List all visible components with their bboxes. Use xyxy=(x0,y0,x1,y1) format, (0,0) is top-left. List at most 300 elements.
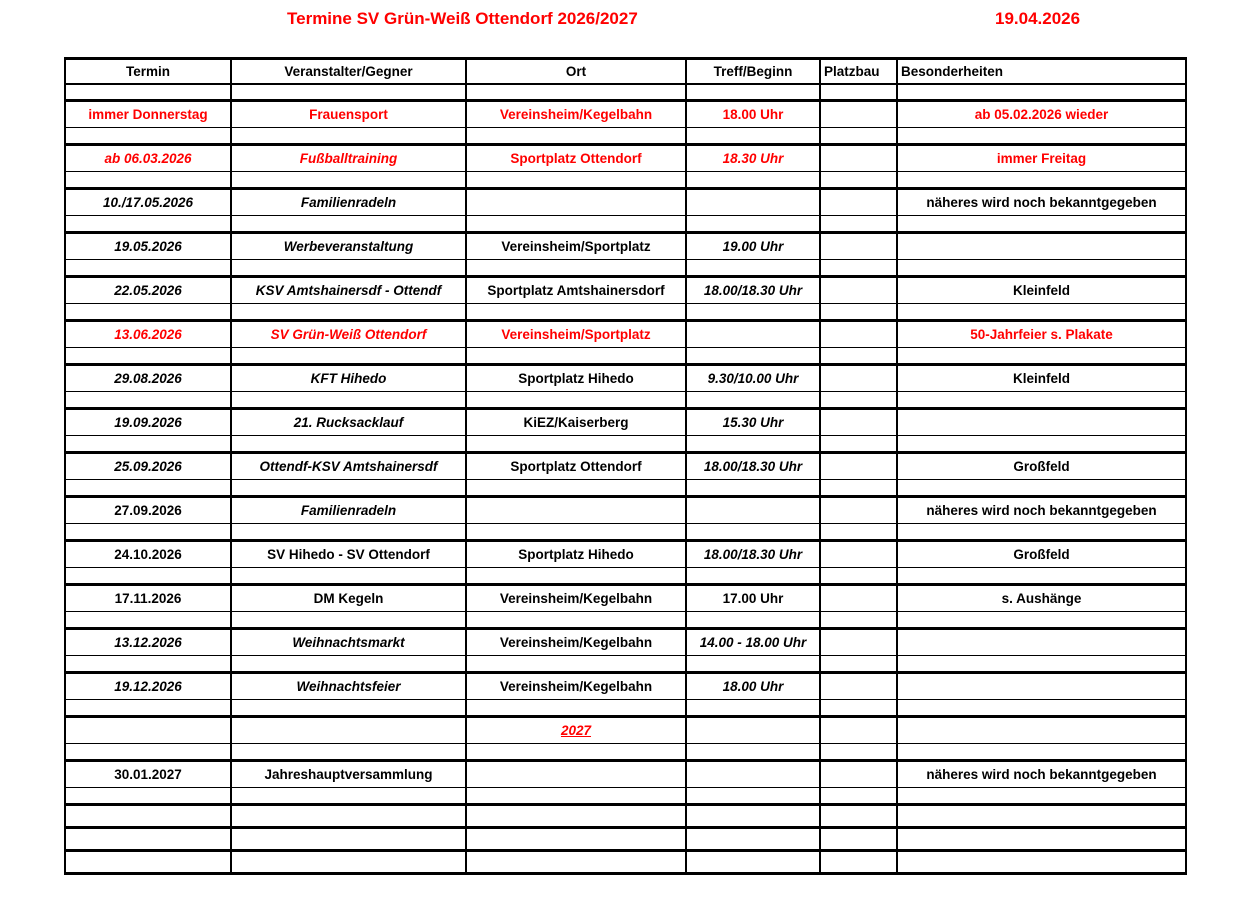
table-cell xyxy=(686,348,820,365)
cell-text: 17.11.2026 xyxy=(114,591,182,606)
table-cell xyxy=(231,851,466,874)
table-cell xyxy=(897,392,1186,409)
spacer-row xyxy=(65,568,1186,585)
table-cell xyxy=(897,828,1186,851)
table-cell xyxy=(231,497,466,524)
table-cell xyxy=(231,84,466,101)
table-cell xyxy=(466,673,686,700)
spacer-row xyxy=(65,700,1186,717)
column-header-termin: Termin xyxy=(65,59,231,84)
table-cell xyxy=(897,436,1186,453)
table-cell xyxy=(897,216,1186,233)
cell-text: immer Freitag xyxy=(996,151,1087,166)
table-cell xyxy=(897,673,1186,700)
table-row xyxy=(65,277,1186,304)
table-row xyxy=(65,761,1186,788)
table-cell xyxy=(466,805,686,828)
table-cell xyxy=(686,673,820,700)
cell-text: SV Grün-Weiß Ottendorf xyxy=(270,327,427,342)
table-cell xyxy=(65,656,231,673)
spacer-row xyxy=(65,216,1186,233)
cell-text: immer Donnerstag xyxy=(88,107,208,122)
table-cell xyxy=(466,744,686,761)
cell-text: Weihnachtsmarkt xyxy=(292,635,405,650)
cell-text: 29.08.2026 xyxy=(114,371,182,386)
table-cell xyxy=(820,436,897,453)
cell-text: 19.00 Uhr xyxy=(722,239,784,254)
table-cell xyxy=(466,585,686,612)
table-row xyxy=(65,585,1186,612)
table-row xyxy=(65,233,1186,260)
table-cell xyxy=(65,392,231,409)
table-cell xyxy=(820,233,897,260)
table-cell xyxy=(65,700,231,717)
table-cell xyxy=(897,524,1186,541)
cell-text: 14.00 - 18.00 Uhr xyxy=(699,635,807,650)
table-cell xyxy=(65,541,231,568)
table-cell xyxy=(231,585,466,612)
table-cell xyxy=(65,216,231,233)
table-cell xyxy=(820,128,897,145)
table-cell xyxy=(231,805,466,828)
table-cell xyxy=(231,172,466,189)
spacer-row xyxy=(65,172,1186,189)
table-cell xyxy=(466,717,686,744)
table-cell xyxy=(466,172,686,189)
cell-text: 18.00/18.30 Uhr xyxy=(703,459,803,474)
table-cell xyxy=(897,409,1186,436)
table-cell xyxy=(65,453,231,480)
table-cell xyxy=(231,629,466,656)
table-cell xyxy=(820,805,897,828)
table-cell xyxy=(65,172,231,189)
table-cell xyxy=(686,321,820,348)
table-cell xyxy=(466,700,686,717)
table-cell xyxy=(897,277,1186,304)
table-cell xyxy=(820,568,897,585)
table-cell xyxy=(231,788,466,805)
table-cell xyxy=(231,233,466,260)
schedule-table-body xyxy=(65,84,1186,874)
table-header-row xyxy=(65,59,1186,84)
table-cell xyxy=(466,761,686,788)
table-cell xyxy=(686,828,820,851)
table-cell xyxy=(820,497,897,524)
table-cell xyxy=(231,612,466,629)
table-row xyxy=(65,497,1186,524)
table-cell xyxy=(65,84,231,101)
table-cell xyxy=(65,788,231,805)
table-cell xyxy=(820,321,897,348)
table-cell xyxy=(231,656,466,673)
table-cell xyxy=(897,84,1186,101)
table-cell xyxy=(897,700,1186,717)
cell-text: Ottendf-KSV Amtshainersdf xyxy=(259,459,438,474)
table-cell xyxy=(820,84,897,101)
cell-text: 19.09.2026 xyxy=(114,415,182,430)
table-cell xyxy=(897,348,1186,365)
table-cell xyxy=(897,744,1186,761)
table-cell xyxy=(820,260,897,277)
spacer-row xyxy=(65,744,1186,761)
table-cell xyxy=(686,851,820,874)
table-cell xyxy=(820,392,897,409)
table-cell xyxy=(897,453,1186,480)
cell-text: 21. Rucksacklauf xyxy=(293,415,404,430)
table-cell xyxy=(686,277,820,304)
spacer-row xyxy=(65,304,1186,321)
spacer-row xyxy=(65,612,1186,629)
table-cell xyxy=(231,480,466,497)
table-cell xyxy=(65,304,231,321)
table-cell xyxy=(466,541,686,568)
table-cell xyxy=(65,409,231,436)
table-cell xyxy=(897,480,1186,497)
table-cell xyxy=(820,673,897,700)
tail-row xyxy=(65,851,1186,874)
table-row xyxy=(65,145,1186,172)
cell-text: Vereinsheim/Kegelbahn xyxy=(499,107,653,122)
table-cell xyxy=(466,128,686,145)
cell-text: näheres wird noch bekanntgegeben xyxy=(926,503,1157,518)
cell-text: 2027 xyxy=(560,723,592,738)
cell-text: 18.00 Uhr xyxy=(722,679,784,694)
table-cell xyxy=(897,189,1186,216)
table-cell xyxy=(231,321,466,348)
table-cell xyxy=(231,409,466,436)
table-cell xyxy=(686,612,820,629)
table-cell xyxy=(466,277,686,304)
table-cell xyxy=(897,101,1186,128)
table-cell xyxy=(466,656,686,673)
table-cell xyxy=(897,585,1186,612)
table-row xyxy=(65,189,1186,216)
table-cell xyxy=(686,101,820,128)
table-cell xyxy=(820,851,897,874)
table-cell xyxy=(686,84,820,101)
table-cell xyxy=(466,392,686,409)
spacer-row xyxy=(65,128,1186,145)
table-cell xyxy=(686,189,820,216)
cell-text: Kleinfeld xyxy=(1012,283,1070,298)
table-cell xyxy=(231,392,466,409)
table-cell xyxy=(65,568,231,585)
table-cell xyxy=(466,409,686,436)
table-cell xyxy=(686,480,820,497)
column-header-treff-beginn: Treff/Beginn xyxy=(686,59,820,84)
cell-text: 17.00 Uhr xyxy=(722,591,784,606)
table-cell xyxy=(231,744,466,761)
table-cell xyxy=(897,612,1186,629)
table-cell xyxy=(231,828,466,851)
cell-text: 30.01.2027 xyxy=(114,767,182,782)
cell-text: 50-Jahrfeier s. Plakate xyxy=(970,327,1113,342)
cell-text: ab 06.03.2026 xyxy=(104,151,192,166)
schedule-table xyxy=(64,57,1187,875)
table-cell xyxy=(466,497,686,524)
spacer-row xyxy=(65,348,1186,365)
table-cell xyxy=(686,805,820,828)
table-cell xyxy=(466,304,686,321)
cell-text: Fußballtraining xyxy=(299,151,398,166)
table-cell xyxy=(231,260,466,277)
table-cell xyxy=(897,497,1186,524)
cell-text: 19.12.2026 xyxy=(114,679,182,694)
spacer-row xyxy=(65,656,1186,673)
table-cell xyxy=(897,656,1186,673)
table-cell xyxy=(65,101,231,128)
table-cell xyxy=(466,189,686,216)
table-cell xyxy=(65,348,231,365)
table-cell xyxy=(65,497,231,524)
table-cell xyxy=(65,128,231,145)
cell-text: näheres wird noch bekanntgegeben xyxy=(926,195,1157,210)
table-cell xyxy=(686,304,820,321)
table-cell xyxy=(820,585,897,612)
table-cell xyxy=(897,541,1186,568)
cell-text: Großfeld xyxy=(1013,459,1070,474)
cell-text: näheres wird noch bekanntgegeben xyxy=(926,767,1157,782)
table-cell xyxy=(65,828,231,851)
table-cell xyxy=(897,568,1186,585)
table-cell xyxy=(65,744,231,761)
table-row xyxy=(65,629,1186,656)
table-row xyxy=(65,321,1186,348)
table-cell xyxy=(820,541,897,568)
table-cell xyxy=(466,145,686,172)
table-cell xyxy=(65,277,231,304)
table-cell xyxy=(466,480,686,497)
table-cell xyxy=(686,788,820,805)
table-cell xyxy=(897,805,1186,828)
table-cell xyxy=(686,656,820,673)
table-cell xyxy=(231,348,466,365)
table-cell xyxy=(897,788,1186,805)
cell-text: Frauensport xyxy=(309,107,388,122)
table-cell xyxy=(65,524,231,541)
table-cell xyxy=(686,629,820,656)
table-cell xyxy=(820,828,897,851)
table-cell xyxy=(231,673,466,700)
table-cell xyxy=(897,172,1186,189)
table-cell xyxy=(231,761,466,788)
table-cell xyxy=(686,761,820,788)
cell-text: KSV Amtshainersdf - Ottendf xyxy=(255,283,442,298)
column-header-veranstalter-gegner: Veranstalter/Gegner xyxy=(231,59,466,84)
cell-text: Familienradeln xyxy=(300,503,397,518)
cell-text: 10./17.05.2026 xyxy=(102,195,194,210)
table-cell xyxy=(466,84,686,101)
table-cell xyxy=(820,629,897,656)
table-cell xyxy=(466,612,686,629)
cell-text: 18.00/18.30 Uhr xyxy=(703,547,803,562)
table-cell xyxy=(231,128,466,145)
table-row xyxy=(65,673,1186,700)
table-cell xyxy=(231,145,466,172)
table-cell xyxy=(820,480,897,497)
table-cell xyxy=(231,436,466,453)
cell-text: 9.30/10.00 Uhr xyxy=(707,371,799,386)
table-cell xyxy=(820,216,897,233)
cell-text: 15.30 Uhr xyxy=(722,415,784,430)
table-cell xyxy=(466,436,686,453)
table-cell xyxy=(686,700,820,717)
table-cell xyxy=(65,851,231,874)
table-cell xyxy=(820,145,897,172)
cell-text: 18.00 Uhr xyxy=(722,107,784,122)
table-cell xyxy=(466,321,686,348)
cell-text: 25.09.2026 xyxy=(114,459,182,474)
table-cell xyxy=(820,365,897,392)
cell-text: Sportplatz Ottendorf xyxy=(510,151,642,166)
table-cell xyxy=(466,788,686,805)
spacer-row xyxy=(65,524,1186,541)
table-cell xyxy=(231,568,466,585)
table-cell xyxy=(820,717,897,744)
table-cell xyxy=(231,277,466,304)
table-cell xyxy=(231,101,466,128)
table-cell xyxy=(231,524,466,541)
table-cell xyxy=(820,453,897,480)
cell-text: 13.06.2026 xyxy=(114,327,182,342)
spacer-row xyxy=(65,84,1186,101)
table-cell xyxy=(466,524,686,541)
cell-text: Vereinsheim/Kegelbahn xyxy=(499,591,653,606)
cell-text: Vereinsheim/Kegelbahn xyxy=(499,635,653,650)
spacer-row xyxy=(65,436,1186,453)
cell-text: KFT Hihedo xyxy=(310,371,387,386)
tail-row xyxy=(65,828,1186,851)
table-cell xyxy=(231,717,466,744)
cell-text: Sportplatz Amtshainersdorf xyxy=(487,283,665,298)
spacer-row xyxy=(65,480,1186,497)
table-cell xyxy=(65,233,231,260)
table-cell xyxy=(65,480,231,497)
cell-text: 19.05.2026 xyxy=(114,239,182,254)
table-cell xyxy=(466,348,686,365)
table-cell xyxy=(686,568,820,585)
table-cell xyxy=(686,717,820,744)
table-cell xyxy=(820,101,897,128)
page-title: Termine SV Grün-Weiß Ottendorf 2026/2027 xyxy=(287,9,638,28)
cell-text: ab 05.02.2026 wieder xyxy=(974,107,1109,122)
cell-text: Sportplatz Ottendorf xyxy=(510,459,642,474)
table-cell xyxy=(686,585,820,612)
cell-text: Vereinsheim/Kegelbahn xyxy=(499,679,653,694)
table-cell xyxy=(686,409,820,436)
cell-text: KiEZ/Kaiserberg xyxy=(523,415,629,430)
table-cell xyxy=(686,392,820,409)
cell-text: 27.09.2026 xyxy=(114,503,182,518)
table-cell xyxy=(686,744,820,761)
cell-text: Sportplatz Hihedo xyxy=(518,547,634,562)
table-cell xyxy=(231,541,466,568)
table-cell xyxy=(686,233,820,260)
table-row xyxy=(65,541,1186,568)
table-cell xyxy=(820,656,897,673)
cell-text: DM Kegeln xyxy=(313,591,384,606)
table-cell xyxy=(231,453,466,480)
column-header-ort: Ort xyxy=(466,59,686,84)
table-cell xyxy=(820,524,897,541)
cell-text: Werbeveranstaltung xyxy=(283,239,414,254)
table-cell xyxy=(897,128,1186,145)
table-cell xyxy=(820,761,897,788)
cell-text: Sportplatz Hihedo xyxy=(518,371,634,386)
spacer-row xyxy=(65,260,1186,277)
table-cell xyxy=(466,851,686,874)
table-cell xyxy=(65,585,231,612)
table-cell xyxy=(686,128,820,145)
table-cell xyxy=(897,145,1186,172)
table-cell xyxy=(466,101,686,128)
cell-text: 13.12.2026 xyxy=(114,635,182,650)
cell-text: Vereinsheim/Sportplatz xyxy=(501,327,651,342)
table-cell xyxy=(897,233,1186,260)
cell-text: 18.30 Uhr xyxy=(722,151,784,166)
table-cell xyxy=(466,828,686,851)
table-cell xyxy=(897,629,1186,656)
table-cell xyxy=(65,365,231,392)
table-cell xyxy=(65,673,231,700)
table-cell xyxy=(231,304,466,321)
cell-text: 24.10.2026 xyxy=(114,547,182,562)
table-cell xyxy=(820,277,897,304)
table-cell xyxy=(65,612,231,629)
table-cell xyxy=(820,189,897,216)
column-header-besonderheiten: Besonderheiten xyxy=(897,59,1186,84)
table-cell xyxy=(466,365,686,392)
table-cell xyxy=(65,629,231,656)
table-cell xyxy=(820,409,897,436)
table-cell xyxy=(897,321,1186,348)
column-header-platzbau: Platzbau xyxy=(820,59,897,84)
cell-text: Kleinfeld xyxy=(1012,371,1070,386)
spacer-row xyxy=(65,392,1186,409)
table-cell xyxy=(231,700,466,717)
table-cell xyxy=(686,453,820,480)
table-cell xyxy=(897,761,1186,788)
table-cell xyxy=(231,216,466,233)
cell-text: Vereinsheim/Sportplatz xyxy=(501,239,651,254)
table-cell xyxy=(65,145,231,172)
table-row xyxy=(65,101,1186,128)
table-cell xyxy=(820,788,897,805)
table-cell xyxy=(897,365,1186,392)
cell-text: Großfeld xyxy=(1013,547,1070,562)
table-row xyxy=(65,365,1186,392)
cell-text: s. Aushänge xyxy=(1001,591,1082,606)
table-cell xyxy=(686,365,820,392)
page-date: 19.04.2026 xyxy=(995,9,1081,28)
table-cell xyxy=(65,321,231,348)
table-cell xyxy=(897,717,1186,744)
table-cell xyxy=(65,717,231,744)
table-cell xyxy=(466,260,686,277)
table-cell xyxy=(686,541,820,568)
table-row xyxy=(65,717,1186,744)
cell-text: Weihnachtsfeier xyxy=(296,679,401,694)
cell-text: 22.05.2026 xyxy=(114,283,182,298)
tail-row xyxy=(65,805,1186,828)
table-cell xyxy=(686,524,820,541)
table-cell xyxy=(466,568,686,585)
table-row xyxy=(65,453,1186,480)
cell-text: Jahreshauptversammlung xyxy=(264,767,433,782)
table-cell xyxy=(686,260,820,277)
table-cell xyxy=(897,304,1186,321)
table-cell xyxy=(686,145,820,172)
